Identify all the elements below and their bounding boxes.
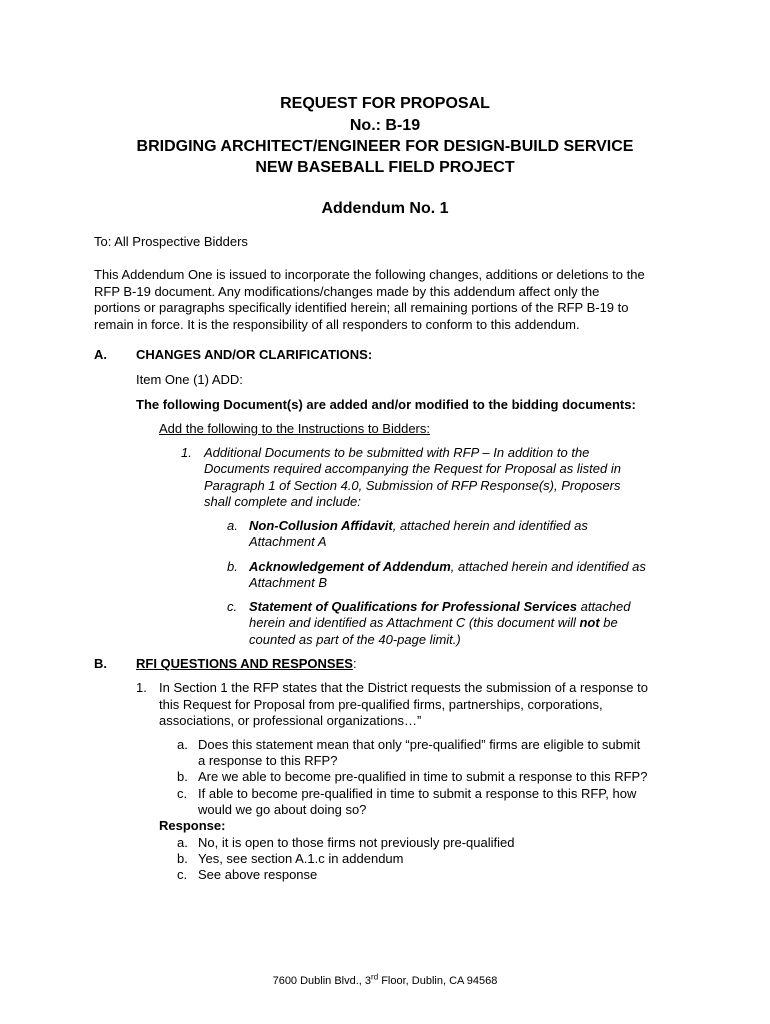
- question-letter: c.: [177, 786, 188, 801]
- response-text: Yes, see section A.1.c in addendum: [198, 851, 404, 866]
- response-letter: a.: [177, 835, 188, 850]
- section-b-heading: RFI QUESTIONS AND RESPONSES: [136, 656, 353, 671]
- sub-item-letter: b.: [227, 559, 238, 574]
- sub-item-text: Attachment B: [249, 575, 328, 590]
- question-line: this Request for Proposal from pre-qualified firms, partnerships, corporations,: [159, 697, 603, 712]
- response-label: Response:: [159, 818, 226, 833]
- sub-item-title: Acknowledgement of Addendum: [249, 559, 451, 574]
- question-line: In Section 1 the RFP states that the District requests the submission of a response to: [159, 680, 648, 695]
- response-letter: c.: [177, 867, 188, 882]
- sub-item-text: be: [599, 615, 618, 630]
- intro-line: portions or paragraphs specifically identified herein; all remaining portions of the RFP B-19 to: [94, 300, 629, 315]
- section-a-marker: A.: [94, 347, 107, 362]
- footer-text: 7600 Dublin Blvd., 3: [272, 975, 372, 987]
- sub-item-text: , attached herein and identified as: [450, 559, 646, 574]
- footer-ordinal: rd: [371, 972, 379, 982]
- sub-item-a-line: [249, 518, 588, 535]
- addendum-title: Addendum No. 1: [321, 200, 449, 217]
- question-text: Does this statement mean that only “pre-qualified” firms are eligible to submit: [198, 737, 641, 752]
- sub-item-text: , attached herein and identified as: [392, 518, 588, 533]
- section-a-heading: CHANGES AND/OR CLARIFICATIONS:: [136, 347, 373, 362]
- section-b-marker: B.: [94, 656, 107, 671]
- question-letter: b.: [177, 769, 188, 784]
- intro-line: remain in force. It is the responsibility of all responders to conform to this addendum.: [94, 317, 580, 332]
- sub-item-letter: a.: [227, 518, 238, 533]
- footer-address: [0, 973, 770, 990]
- sub-item-text: attached: [576, 599, 631, 614]
- section-a-statement: The following Document(s) are added and/or modified to the bidding documents:: [136, 397, 636, 412]
- sub-item-text: counted as part of the 40-page limit.): [249, 632, 461, 647]
- question-text: a response to this RFP?: [198, 753, 338, 768]
- response-text: No, it is open to those firms not previously pre-qualified: [198, 835, 515, 850]
- sub-item-text: herein and identified as Attachment C (this document will: [249, 615, 580, 630]
- sub-item-c-line: [249, 599, 630, 616]
- point-1-line: Paragraph 1 of Section 4.0, Submission of RFP Response(s), Proposers: [204, 478, 621, 493]
- point-1-line: Documents required accompanying the Request for Proposal as listed in: [204, 461, 621, 476]
- intro-line: This Addendum One is issued to incorporate the following changes, additions or deletions to the: [94, 267, 645, 282]
- sub-item-letter: c.: [227, 599, 238, 614]
- rfp-title: REQUEST FOR PROPOSAL: [280, 95, 490, 112]
- rfp-subject: BRIDGING ARCHITECT/ENGINEER FOR DESIGN-BUILD SERVICE: [136, 138, 634, 155]
- sub-item-b-line: [249, 559, 646, 576]
- section-b-heading-line: [136, 656, 357, 673]
- question-number: 1.: [136, 680, 147, 695]
- sub-item-c-line2: [249, 615, 618, 632]
- question-line: associations, or professional organizations…”: [159, 713, 422, 728]
- intro-line: RFP B-19 document. Any modifications/changes made by this addendum affect only the: [94, 284, 600, 299]
- point-1-line: shall complete and include:: [204, 494, 361, 509]
- question-letter: a.: [177, 737, 188, 752]
- point-1-line: Additional Documents to be submitted with RFP – In addition to the: [204, 445, 590, 460]
- question-text: would we go about doing so?: [198, 802, 367, 817]
- footer-text: Floor, Dublin, CA 94568: [378, 975, 498, 987]
- sub-item-title: Non-Collusion Affidavit: [249, 518, 393, 533]
- response-letter: b.: [177, 851, 188, 866]
- response-text: See above response: [198, 867, 318, 882]
- project-name: NEW BASEBALL FIELD PROJECT: [255, 159, 515, 176]
- heading-colon: :: [352, 656, 357, 671]
- question-text: If able to become pre-qualified in time to submit a response to this RFP, how: [198, 786, 637, 801]
- sub-item-title: Statement of Qualifications for Professional Services: [249, 599, 577, 614]
- question-text: Are we able to become pre-qualified in time to submit a response to this RFP?: [198, 769, 648, 784]
- emphasis-text: not: [579, 615, 600, 630]
- sub-item-text: Attachment A: [249, 534, 327, 549]
- rfp-number: No.: B-19: [349, 117, 421, 134]
- instructions-subheading: Add the following to the Instructions to Bidders:: [159, 421, 430, 436]
- to-line: To: All Prospective Bidders: [94, 234, 248, 249]
- item-one: Item One (1) ADD:: [136, 372, 243, 387]
- point-1-number: 1.: [181, 445, 192, 460]
